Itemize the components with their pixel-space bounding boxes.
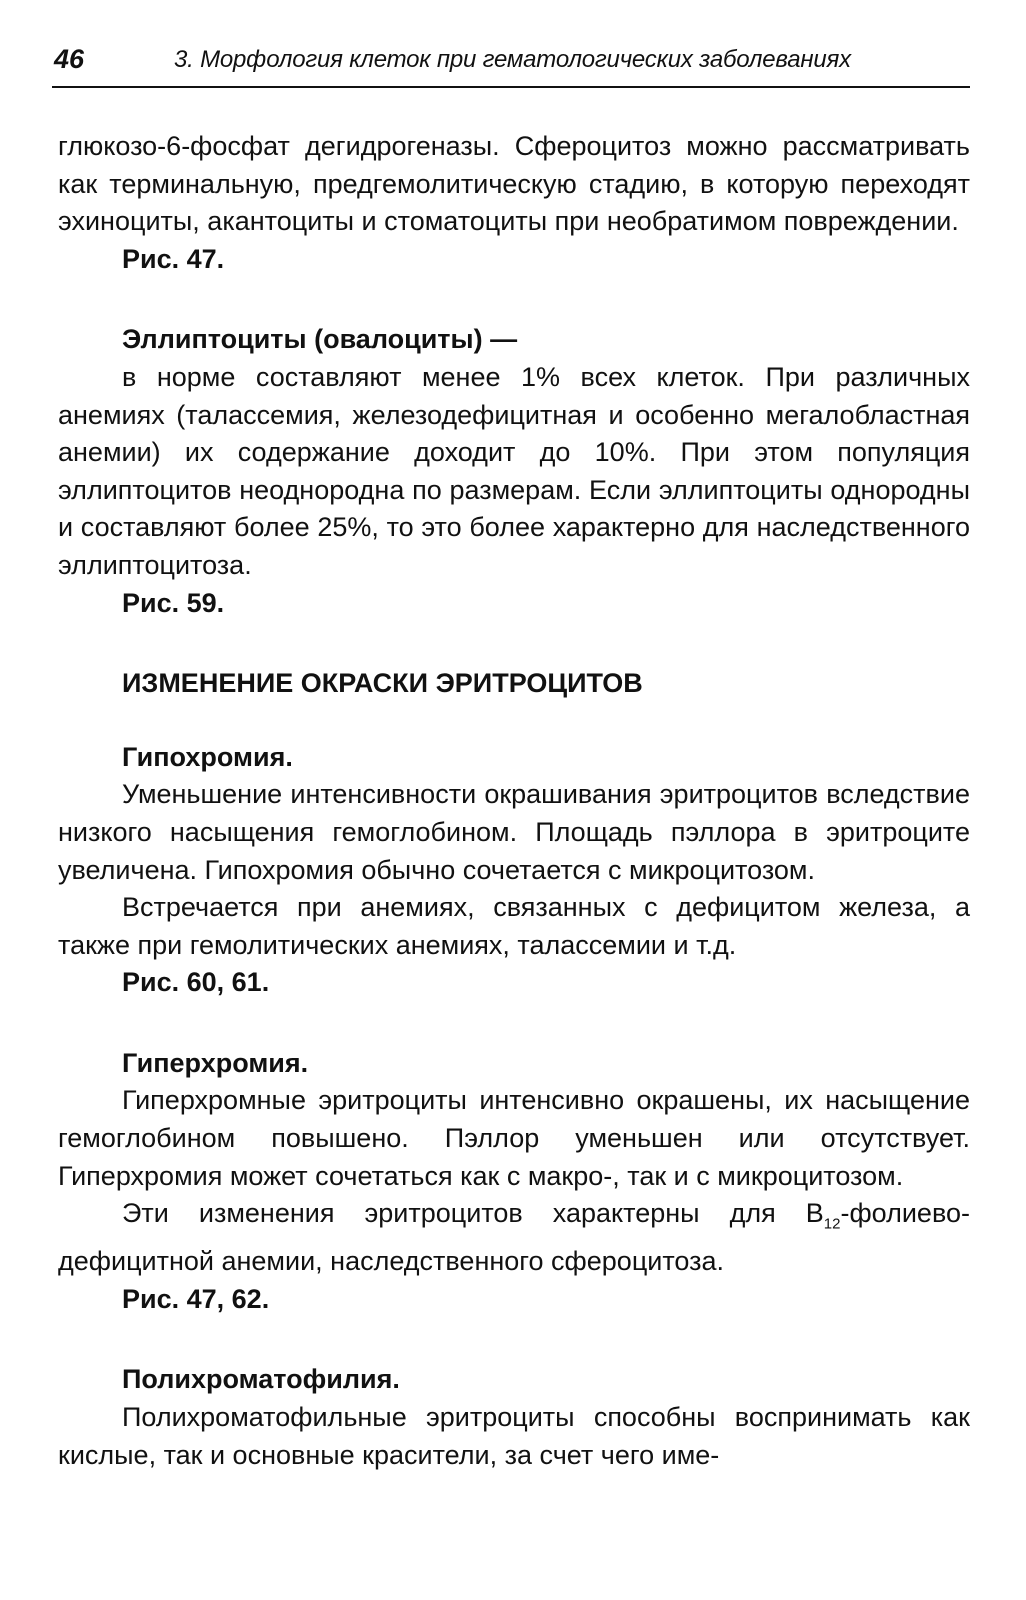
figure-reference: Рис. 47, 62.: [122, 1283, 270, 1314]
paragraph-elliptocytes: в норме составляют менее 1% всех клеток. При различных анемиях (талассемия, железодефицитная и особенно мегалобластная анемии) их содержание доходит до 10%. При этом популяция эллиптоцитов неоднородна по размерам. Если эллиптоциты однородны и составляют более 25%, то это более характерно для наследственного эллиптоцитоза.: [58, 361, 970, 580]
page-body: [58, 128, 970, 1474]
subheading-elliptocytes: Эллиптоциты (овалоциты) —: [122, 324, 518, 355]
text-fragment: -фолиево-дефицитной анемии, наследственного сфероцитоза.: [58, 1198, 970, 1277]
subheading-hyperchromia: Гиперхромия.: [122, 1047, 309, 1078]
spacer: [58, 1318, 970, 1361]
figure-reference: Рис. 59.: [122, 587, 225, 618]
figure-reference: Рис. 60, 61.: [122, 967, 270, 998]
subheading-polychromatophilia: Полихроматофилия.: [122, 1364, 400, 1395]
spacer: [58, 1002, 970, 1045]
paragraph-hypochromia-1: Уменьшение интенсивности окрашивания эритроцитов вследствие низкого насыщения гемоглобином. Площадь пэллора в эритроците увеличена. Гипохромия обычно сочетается с микроцитозом.: [58, 779, 970, 885]
running-title: 3. Морфология клеток при гематологических заболеваниях: [174, 46, 851, 73]
spacer: [58, 703, 970, 739]
spacer: [58, 278, 970, 321]
figure-reference: Рис. 47.: [122, 243, 225, 274]
paragraph-hyperchromia-1: Гиперхромные эритроциты интенсивно окрашены, их насыщение гемоглобином повышено. Пэллор уменьшен или отсутствует. Гиперхромия может сочетаться как с макро-, так и с микроцитозом.: [58, 1085, 970, 1191]
subheading-hypochromia: Гипохромия.: [122, 741, 293, 772]
intro-paragraph: глюкозо-6-фосфат дегидрогеназы. Сфероцитоз можно рассматривать как терминальную, предгемолитическую стадию, в которую переходят эхиноциты, акантоциты и стоматоциты при необратимом повреждении.: [58, 131, 970, 237]
page-header: [52, 44, 970, 88]
paragraph-hypochromia-2: Встречается при анемиях, связанных с дефицитом железа, а также при гемолитических анемиях, талассемии и т.д.: [58, 892, 970, 960]
paragraph-hyperchromia-2: [58, 1195, 970, 1281]
spacer: [58, 622, 970, 665]
section-title: ИЗМЕНЕНИЕ ОКРАСКИ ЭРИТРОЦИТОВ: [122, 668, 643, 699]
text-fragment: Эти изменения эритроцитов характерны для B: [122, 1198, 824, 1229]
paragraph-polychromatophilia: Полихроматофильные эритроциты способны воспринимать как кислые, так и основные красители, за счет чего име-: [58, 1402, 970, 1470]
page-number: 46: [54, 44, 85, 74]
subscript: 12: [823, 1215, 841, 1233]
